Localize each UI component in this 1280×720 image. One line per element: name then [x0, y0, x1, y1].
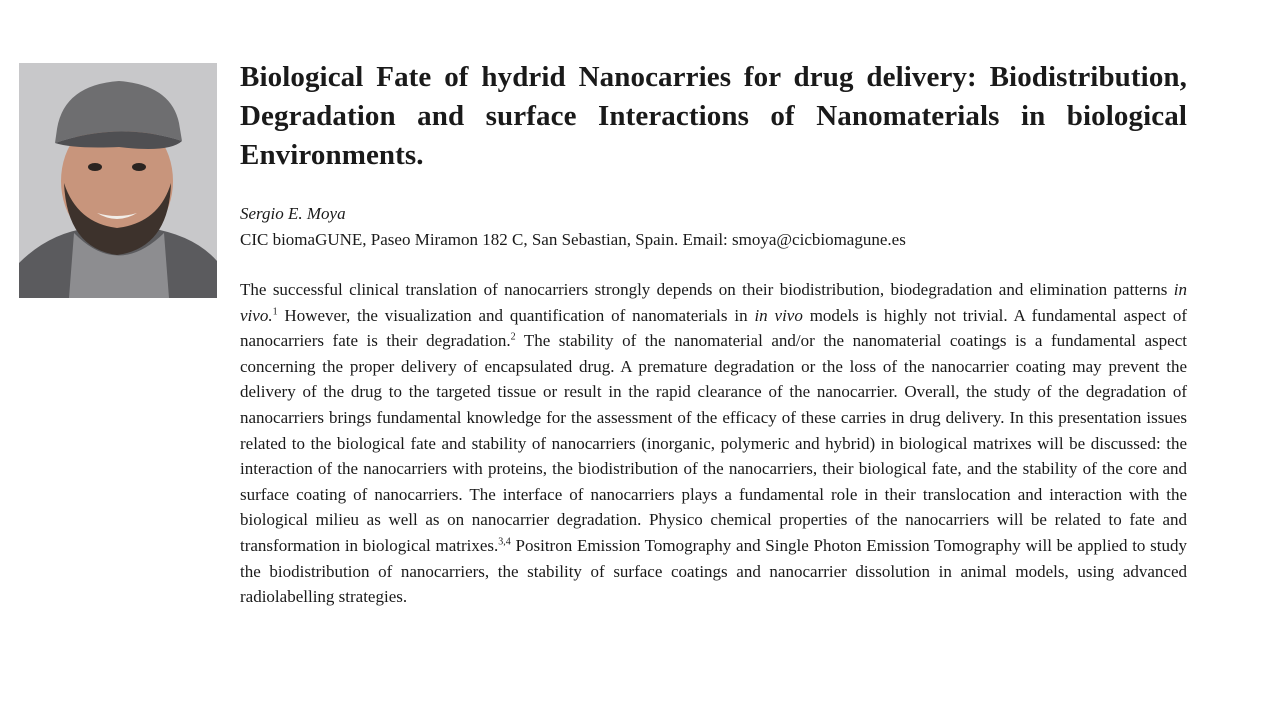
abstract-part: models is highly not trivial. A fundamental aspect of nanocarriers fate is their degradation. — [240, 305, 1187, 351]
author-affiliation: CIC biomaGUNE, Paseo Miramon 182 C, San Sebastian, Spain. Email: smoya@cicbiomagune.es — [240, 230, 906, 249]
author-photo — [19, 63, 217, 298]
abstract-text — [240, 277, 1187, 610]
reference-marker: 1 — [272, 305, 278, 317]
reference-marker: 2 — [510, 331, 516, 343]
reference-marker: 3,4 — [498, 536, 511, 548]
abstract-part: The stability of the nanomaterial and/or the nanomaterial coatings is a fundamental aspect concerning the proper delivery of encapsulated drug. A premature degradation or the loss of the nanocarrier coating may prevent the delivery of the drug to the targeted tissue or result in the rapid clearance of the nanocarrier. Overall, the study of the degradation of nanocarriers brings fundamental knowledge for the assessment of the efficacy of these carries in drug delivery. In this presentation issues related to the biological fate and stability of nanocarriers (inorganic, polymeric and hybrid) in biological matrixes will be discussed: the interaction of the nanocarriers with proteins, the biodistribution of the nanocarriers, their biological fate, and the stability of the core and surface coating of nanocarriers. The interface of nanocarriers plays a fundamental role in their translocation and interaction with the biological milieu as well as on nanocarrier degradation. Physico chemical properties of the nanocarriers will be related to fate and transformation in biological matrixes. — [240, 331, 1187, 555]
abstract-part: Positron Emission Tomography and Single Photon Emission Tomography will be applied to study the biodistribution of nanocarriers, the stability of surface coatings and nanocarrier dissolution in animal models, using advanced radiolabelling strategies. — [240, 535, 1188, 607]
abstract-italic: in vivo — [754, 305, 803, 325]
abstract-italic: in vivo. — [240, 280, 1187, 325]
abstract-content — [240, 58, 1187, 610]
page-title: Biological Fate of hydrid Nanocarries for drug delivery: Biodistribution, Degradation and surface Interactions of Nanomaterials in biological Environments. — [240, 61, 1187, 171]
author-name: Sergio E. Moya — [240, 204, 346, 223]
abstract-part: However, the visualization and quantification of nanomaterials in — [277, 305, 755, 325]
abstract-part: The successful clinical translation of nanocarriers strongly depends on their biodistribution, biodegradation and elimination patterns — [240, 280, 1174, 299]
